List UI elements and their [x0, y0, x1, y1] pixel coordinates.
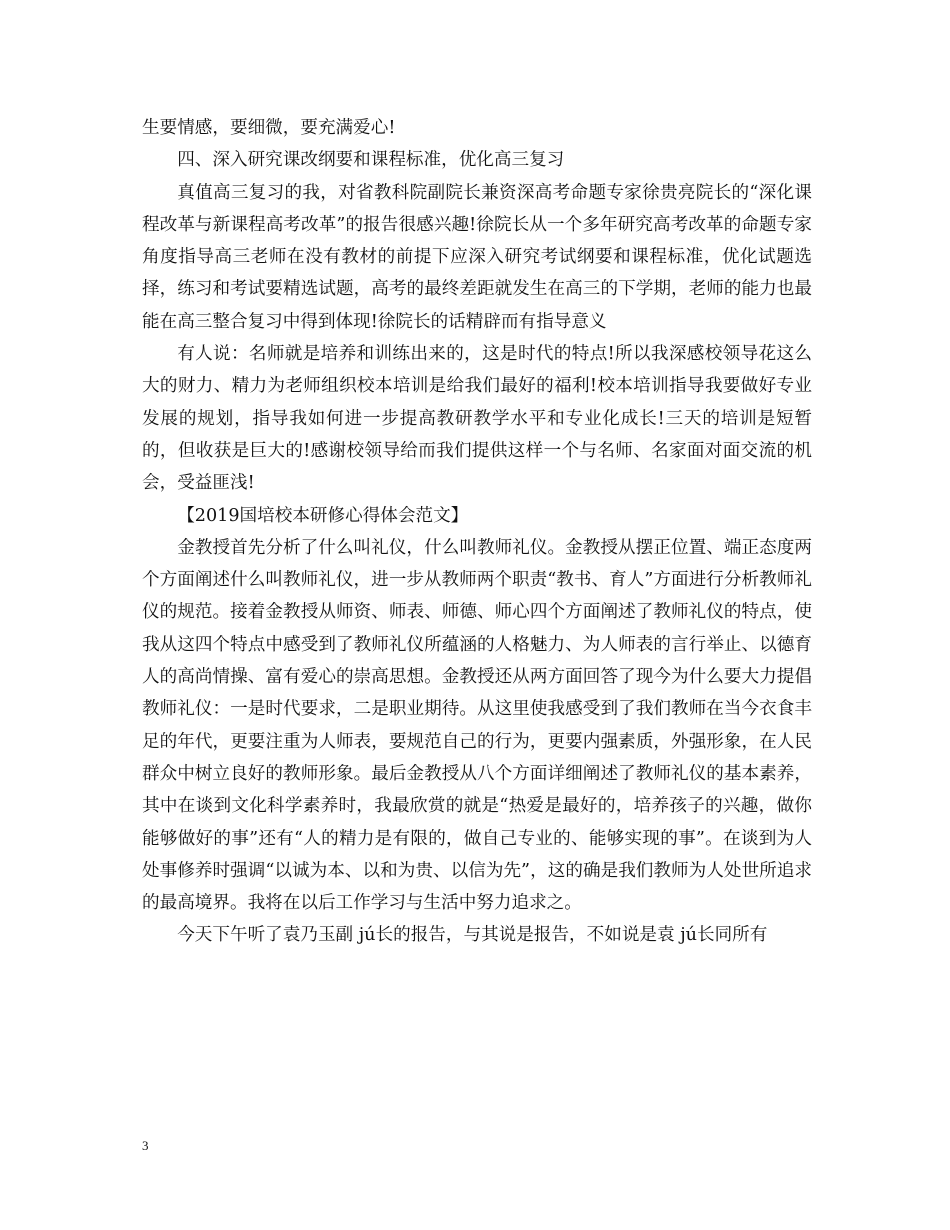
- paragraph-4: 有人说：名师就是培养和训练出来的，这是时代的特点!所以我深感校领导花这么大的财力、精力为老师组织校本培训是给我们最好的福利!校本培训指导我要做好专业发展的规划，指导我如何进一步提高教研教学水平和专业化成长!三天的培训是短暂的，但收获是巨大的!感谢校领导给而我们提供这样一个与名师、名家面对面交流的机会，受益匪浅!: [142, 344, 812, 494]
- section-heading-4: 四、深入研究课改纲要和课程标准，优化高三复习: [177, 150, 565, 171]
- document-body: [142, 112, 812, 952]
- article-title: 【2019国培校本研修心得体会范文】: [177, 505, 469, 526]
- paragraph-6: 金教授首先分析了什么叫礼仪，什么叫教师礼仪。金教授从摆正位置、端正态度两个方面阐述什么叫教师礼仪，进一步从教师两个职责“教书、育人”方面进行分析教师礼仪的规范。接着金教授从师资、师表、师德、师心四个方面阐述了教师礼仪的特点，使我从这四个特点中感受到了教师礼仪所蕴涵的人格魅力、为人师表的言行举止、以德育人的高尚情操、富有爱心的崇高思想。金教授还从两方面回答了现今为什么要大力提倡教师礼仪：一是时代要求，二是职业期待。从这里使我感受到了我们教师在当今衣食丰足的年代，更要注重为人师表，要规范自己的行为，更要内强素质，外强形象，在人民群众中树立良好的教师形象。最后金教授从八个方面详细阐述了教师礼仪的基本素养，其中在谈到文化科学素养时，我最欣赏的就是“热爱是最好的，培养孩子的兴趣，做你能够做好的事”还有“人的精力是有限的，做自己专业的、能够实现的事”。在谈到为人处事修养时强调“以诚为本、以和为贵、以信为先”，这的确是我们教师为人处世所追求的最高境界。我将在以后工作学习与生活中努力追求之。: [142, 537, 812, 914]
- paragraph-7: 今天下午听了袁乃玉副 jú长的报告，与其说是报告，不如说是袁 jú长同所有: [177, 925, 768, 946]
- paragraph-3: 真值高三复习的我，对省教科院副院长兼资深高考命题专家徐贵亮院长的“深化课程改革与新课程高考改革”的报告很感兴趣!徐院长从一个多年研究高考改革的命题专家角度指导高三老师在没有教材的前提下应深入研究考试纲要和课程标准，优化试题选择，练习和考试要精选试题，高考的最终差距就发生在高三的下学期，老师的能力也最能在高三整合复习中得到体现!徐院长的话精辟而有指导意义: [142, 182, 812, 332]
- page-number: 3: [142, 1138, 149, 1153]
- paragraph-1: 生要情感，要细微，要充满爱心!: [142, 118, 396, 138]
